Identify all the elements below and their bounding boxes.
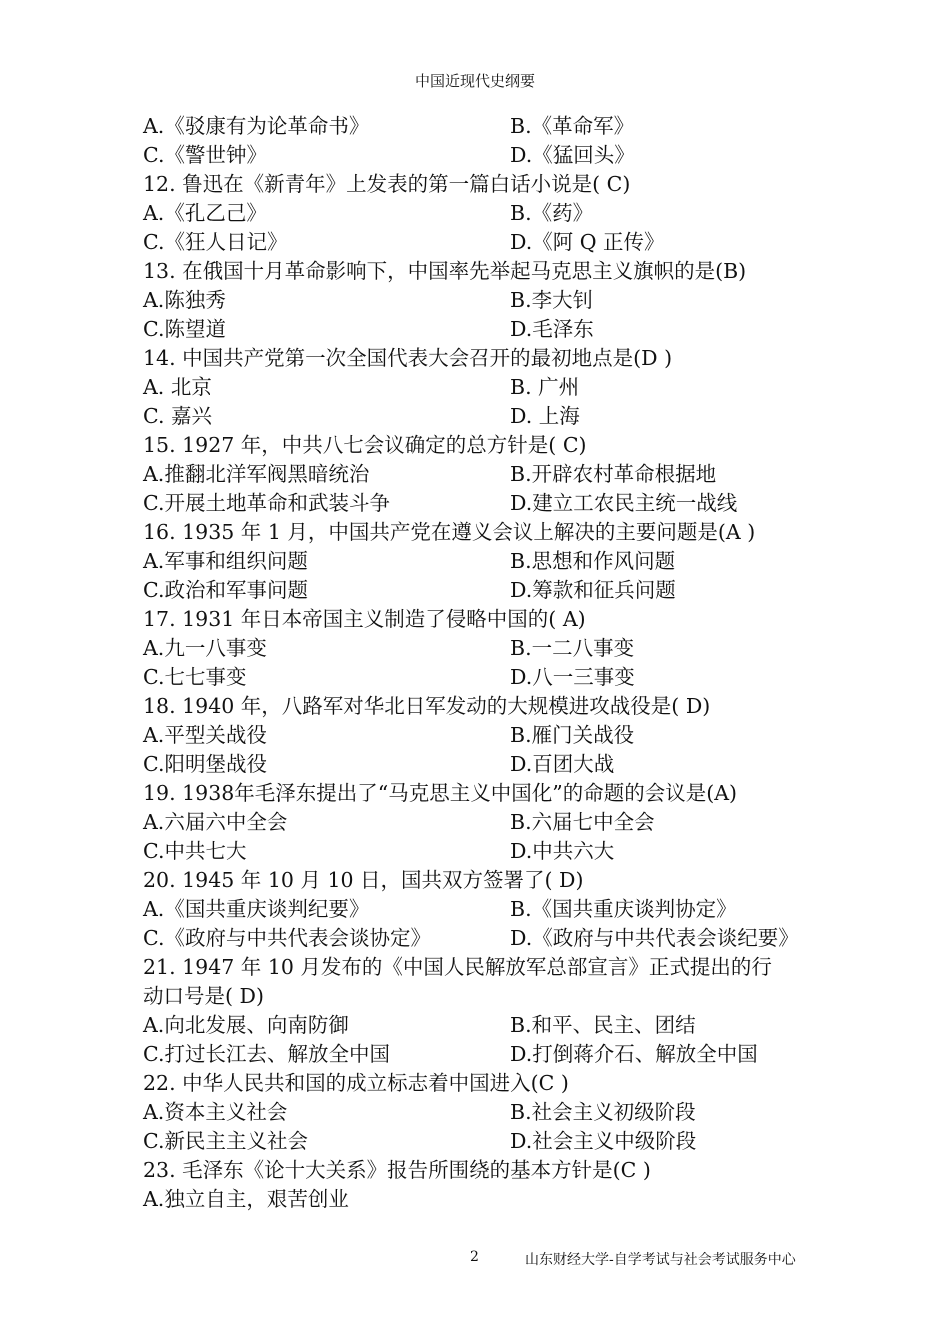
option-left: A.平型关战役	[143, 723, 267, 747]
option-right: D.筹款和征兵问题	[510, 578, 676, 602]
question-line: 15. 1927 年，中共八七会议确定的总方针是( C)	[143, 433, 587, 457]
option-right: D.社会主义中级阶段	[510, 1129, 697, 1153]
options-row	[143, 1040, 813, 1069]
options-row	[143, 286, 813, 315]
option-left: C.政治和军事问题	[143, 578, 308, 602]
option-right: B.雁门关战役	[510, 723, 635, 747]
options-row	[143, 750, 813, 779]
question-line: A.独立自主，艰苦创业	[143, 1187, 349, 1211]
option-right: D. 上海	[510, 404, 580, 428]
option-left: C.《警世钟》	[143, 143, 267, 167]
options-row	[143, 837, 813, 866]
option-right: B.思想和作风问题	[510, 549, 676, 573]
page-header: 中国近现代史纲要	[414, 72, 535, 90]
option-right: D.打倒蒋介石、解放全中国	[510, 1042, 758, 1066]
option-left: A.六届六中全会	[143, 810, 288, 834]
options-row	[143, 576, 813, 605]
option-right: B.社会主义初级阶段	[510, 1100, 696, 1124]
options-row	[143, 373, 813, 402]
options-row	[143, 489, 813, 518]
option-right: B.李大钊	[510, 288, 594, 312]
options-row	[143, 808, 813, 837]
question-content	[143, 112, 813, 1214]
option-right: D.毛泽东	[510, 317, 594, 341]
options-row	[143, 634, 813, 663]
options-row	[143, 895, 813, 924]
option-left: A.《孔乙己》	[143, 201, 267, 225]
option-right: D.《猛回头》	[510, 143, 635, 167]
option-left: A. 北京	[143, 375, 212, 399]
option-right: B.开辟农村革命根据地	[510, 462, 717, 486]
options-row	[143, 112, 813, 141]
options-row	[143, 141, 813, 170]
options-row	[143, 460, 813, 489]
option-right: B.一二八事变	[510, 636, 635, 660]
question-line: 19. 1938年毛泽东提出了“马克思主义中国化”的命题的会议是(A)	[143, 781, 738, 805]
option-right: B.《革命军》	[510, 114, 635, 138]
options-row	[143, 402, 813, 431]
options-row	[143, 1098, 813, 1127]
options-row	[143, 663, 813, 692]
option-left: C. 嘉兴	[143, 404, 212, 428]
option-left: A.资本主义社会	[143, 1100, 288, 1124]
option-right: D.中共六大	[510, 839, 615, 863]
options-row	[143, 1127, 813, 1156]
option-left: C.中共七大	[143, 839, 247, 863]
option-left: A.向北发展、向南防御	[143, 1013, 349, 1037]
option-right: D.《阿 Q 正传》	[510, 230, 665, 254]
option-right: B.《药》	[510, 201, 594, 225]
question-line: 16. 1935 年 1 月，中国共产党在遵义会议上解决的主要问题是(A )	[143, 520, 756, 544]
option-left: A.军事和组织问题	[143, 549, 308, 573]
question-line: 18. 1940 年，八路军对华北日军发动的大规模进攻战役是( D)	[143, 694, 711, 718]
option-left: A.《国共重庆谈判纪要》	[143, 897, 370, 921]
option-left: A.《驳康有为论革命书》	[143, 114, 370, 138]
question-line: 17. 1931 年日本帝国主义制造了侵略中国的( A)	[143, 607, 586, 631]
option-left: C.阳明堡战役	[143, 752, 267, 776]
question-line: 12. 鲁迅在《新青年》上发表的第一篇白话小说是( C)	[143, 172, 631, 196]
option-right: D.百团大战	[510, 752, 615, 776]
option-right: D.《政府与中共代表会谈纪要》	[510, 926, 799, 950]
option-right: B. 广州	[510, 375, 580, 399]
option-right: B.和平、民主、团结	[510, 1013, 696, 1037]
option-right: D.八一三事变	[510, 665, 635, 689]
option-left: A.九一八事变	[143, 636, 267, 660]
page-number: 2	[470, 1249, 479, 1265]
options-row	[143, 547, 813, 576]
options-row	[143, 924, 813, 953]
question-line: 22. 中华人民共和国的成立标志着中国进入(C )	[143, 1071, 569, 1095]
question-line: 23. 毛泽东《论十大关系》报告所围绕的基本方针是(C )	[143, 1158, 651, 1182]
options-row	[143, 228, 813, 257]
option-left: C.《狂人日记》	[143, 230, 288, 254]
question-line: 14. 中国共产党第一次全国代表大会召开的最初地点是(D )	[143, 346, 673, 370]
option-left: A.推翻北洋军阀黑暗统治	[143, 462, 370, 486]
option-left: C.开展土地革命和武装斗争	[143, 491, 390, 515]
options-row	[143, 1011, 813, 1040]
footer-organization: 山东财经大学-自学考试与社会考试服务中心	[525, 1252, 796, 1268]
option-left: C.《政府与中共代表会谈协定》	[143, 926, 431, 950]
option-left: C.七七事变	[143, 665, 247, 689]
options-row	[143, 315, 813, 344]
question-line: 13. 在俄国十月革命影响下，中国率先举起马克思主义旗帜的是(B)	[143, 259, 747, 283]
question-line: 21. 1947 年 10 月发布的《中国人民解放军总部宣言》正式提出的行	[143, 955, 772, 979]
options-row	[143, 721, 813, 750]
option-left: C.打过长江去、解放全中国	[143, 1042, 390, 1066]
option-left: C.陈望道	[143, 317, 226, 341]
option-right: B.六届七中全会	[510, 810, 655, 834]
option-left: C.新民主主义社会	[143, 1129, 308, 1153]
question-line: 20. 1945 年 10 月 10 日，国共双方签署了( D)	[143, 868, 584, 892]
question-line: 动口号是( D)	[143, 984, 264, 1008]
options-row	[143, 199, 813, 228]
option-left: A.陈独秀	[143, 288, 226, 312]
option-right: B.《国共重庆谈判协定》	[510, 897, 737, 921]
option-right: D.建立工农民主统一战线	[510, 491, 738, 515]
